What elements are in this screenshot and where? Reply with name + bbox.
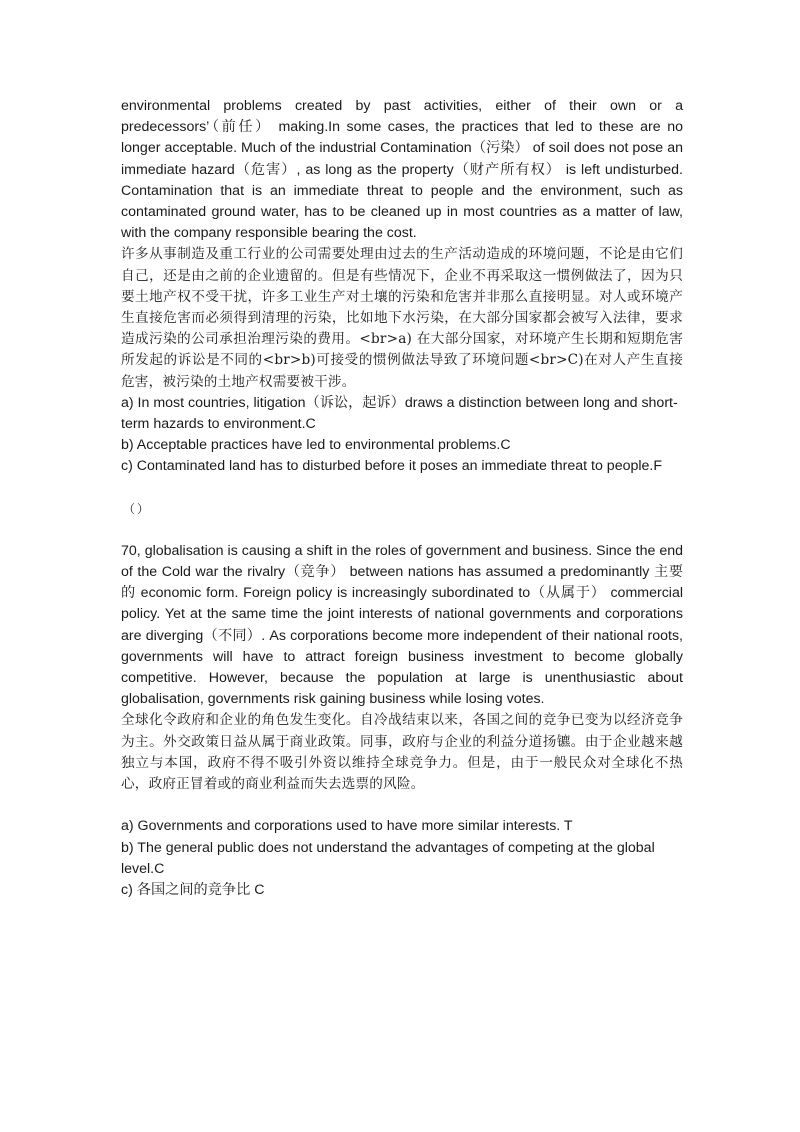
document-body <box>121 96 683 901</box>
passage2-chinese: 全球化令政府和企业的角色发生变化。自冷战结束以来，各国之间的竞争已变为以经济竞争为主。外交政策日益从属于商业政策。同事，政府与企业的利益分道扬镳。由于企业越来越独立与本国，政府不得不吸引外资以维持全球竞争力。但是，由于一般民众对全球化不热心，政府正冒着或的商业利益而失去选票的风险。 <box>121 712 683 793</box>
passage1-english: environmental problems created by past activities, either of their own or a predecessors’（前任） making.In some cases, the practices that led to these are no longer acceptable. Much of the industrial Contamination（污染） of soil does not pose an immediate hazard（危害）, as long as the property（财产所有权） is left undisturbed. Contamination that is an immediate threat to people and the environment, such as contaminated ground water, has to be cleaned up in most countries as a matter of law, with the company responsible bearing the cost. <box>121 98 683 242</box>
passage2-answer-a: a) Governments and corporations used to have more similar interests. T <box>121 818 573 835</box>
passage1-answer-b: b) Acceptable practices have led to environmental problems.C <box>121 437 511 454</box>
passage1-answer-c: c) Contaminated land has to disturbed before it poses an immediate threat to people.F <box>121 458 663 475</box>
passage1-chinese: 许多从事制造及重工行业的公司需要处理由过去的生产活动造成的环境问题，不论是由它们自己，还是由之前的企业遗留的。但是有些情况下，企业不再采取这一惯例做法了，因为只要土地产权不受干扰，许多工业生产对土壤的污染和危害并非那么直接明显。对人或环境产生直接危害而必须得到清理的污染，比如地下水污染，在大部分国家都会被写入法律，要求造成污染的公司承担治理污染的费用。<br>a) 在大部分国家，对环境产生长期和短期危害所发起的诉讼是不同的<br>b)可接受的惯例做法导致了环境问题<br>C)在对人产生直接危害，被污染的土地产权需要被干涉。 <box>121 246 683 390</box>
passage2-answer-b: b) The general public does not understand the advantages of competing at the global level.C <box>121 839 655 877</box>
passage2-english: 70, globalisation is causing a shift in the roles of government and business. Since the end of the Cold war the rivalry（竞争） between nations has assumed a predominantly 主要的 economic form. Foreign policy is increasingly subordinated to（从属于） commercial policy. Yet at the same time the joint interests of national governments and corporations are diverging（不同）. As corporations become more independent of their national roots, governments will have to attract foreign business investment to become globally competitive. However, because the population at large is unenthusiastic about globalisation, governments risk gaining business while losing votes. <box>121 542 683 708</box>
spacer <box>121 795 683 816</box>
spacer <box>121 478 683 499</box>
spacer <box>121 520 683 541</box>
passage2-answer-c: c) 各国之间的竞争比 C <box>121 881 265 898</box>
passage1-answer-a: a) In most countries, litigation（诉讼，起诉）draws a distinction between long and short-term hazards to environment.C <box>121 394 678 433</box>
blank-parentheses: （） <box>123 501 152 516</box>
